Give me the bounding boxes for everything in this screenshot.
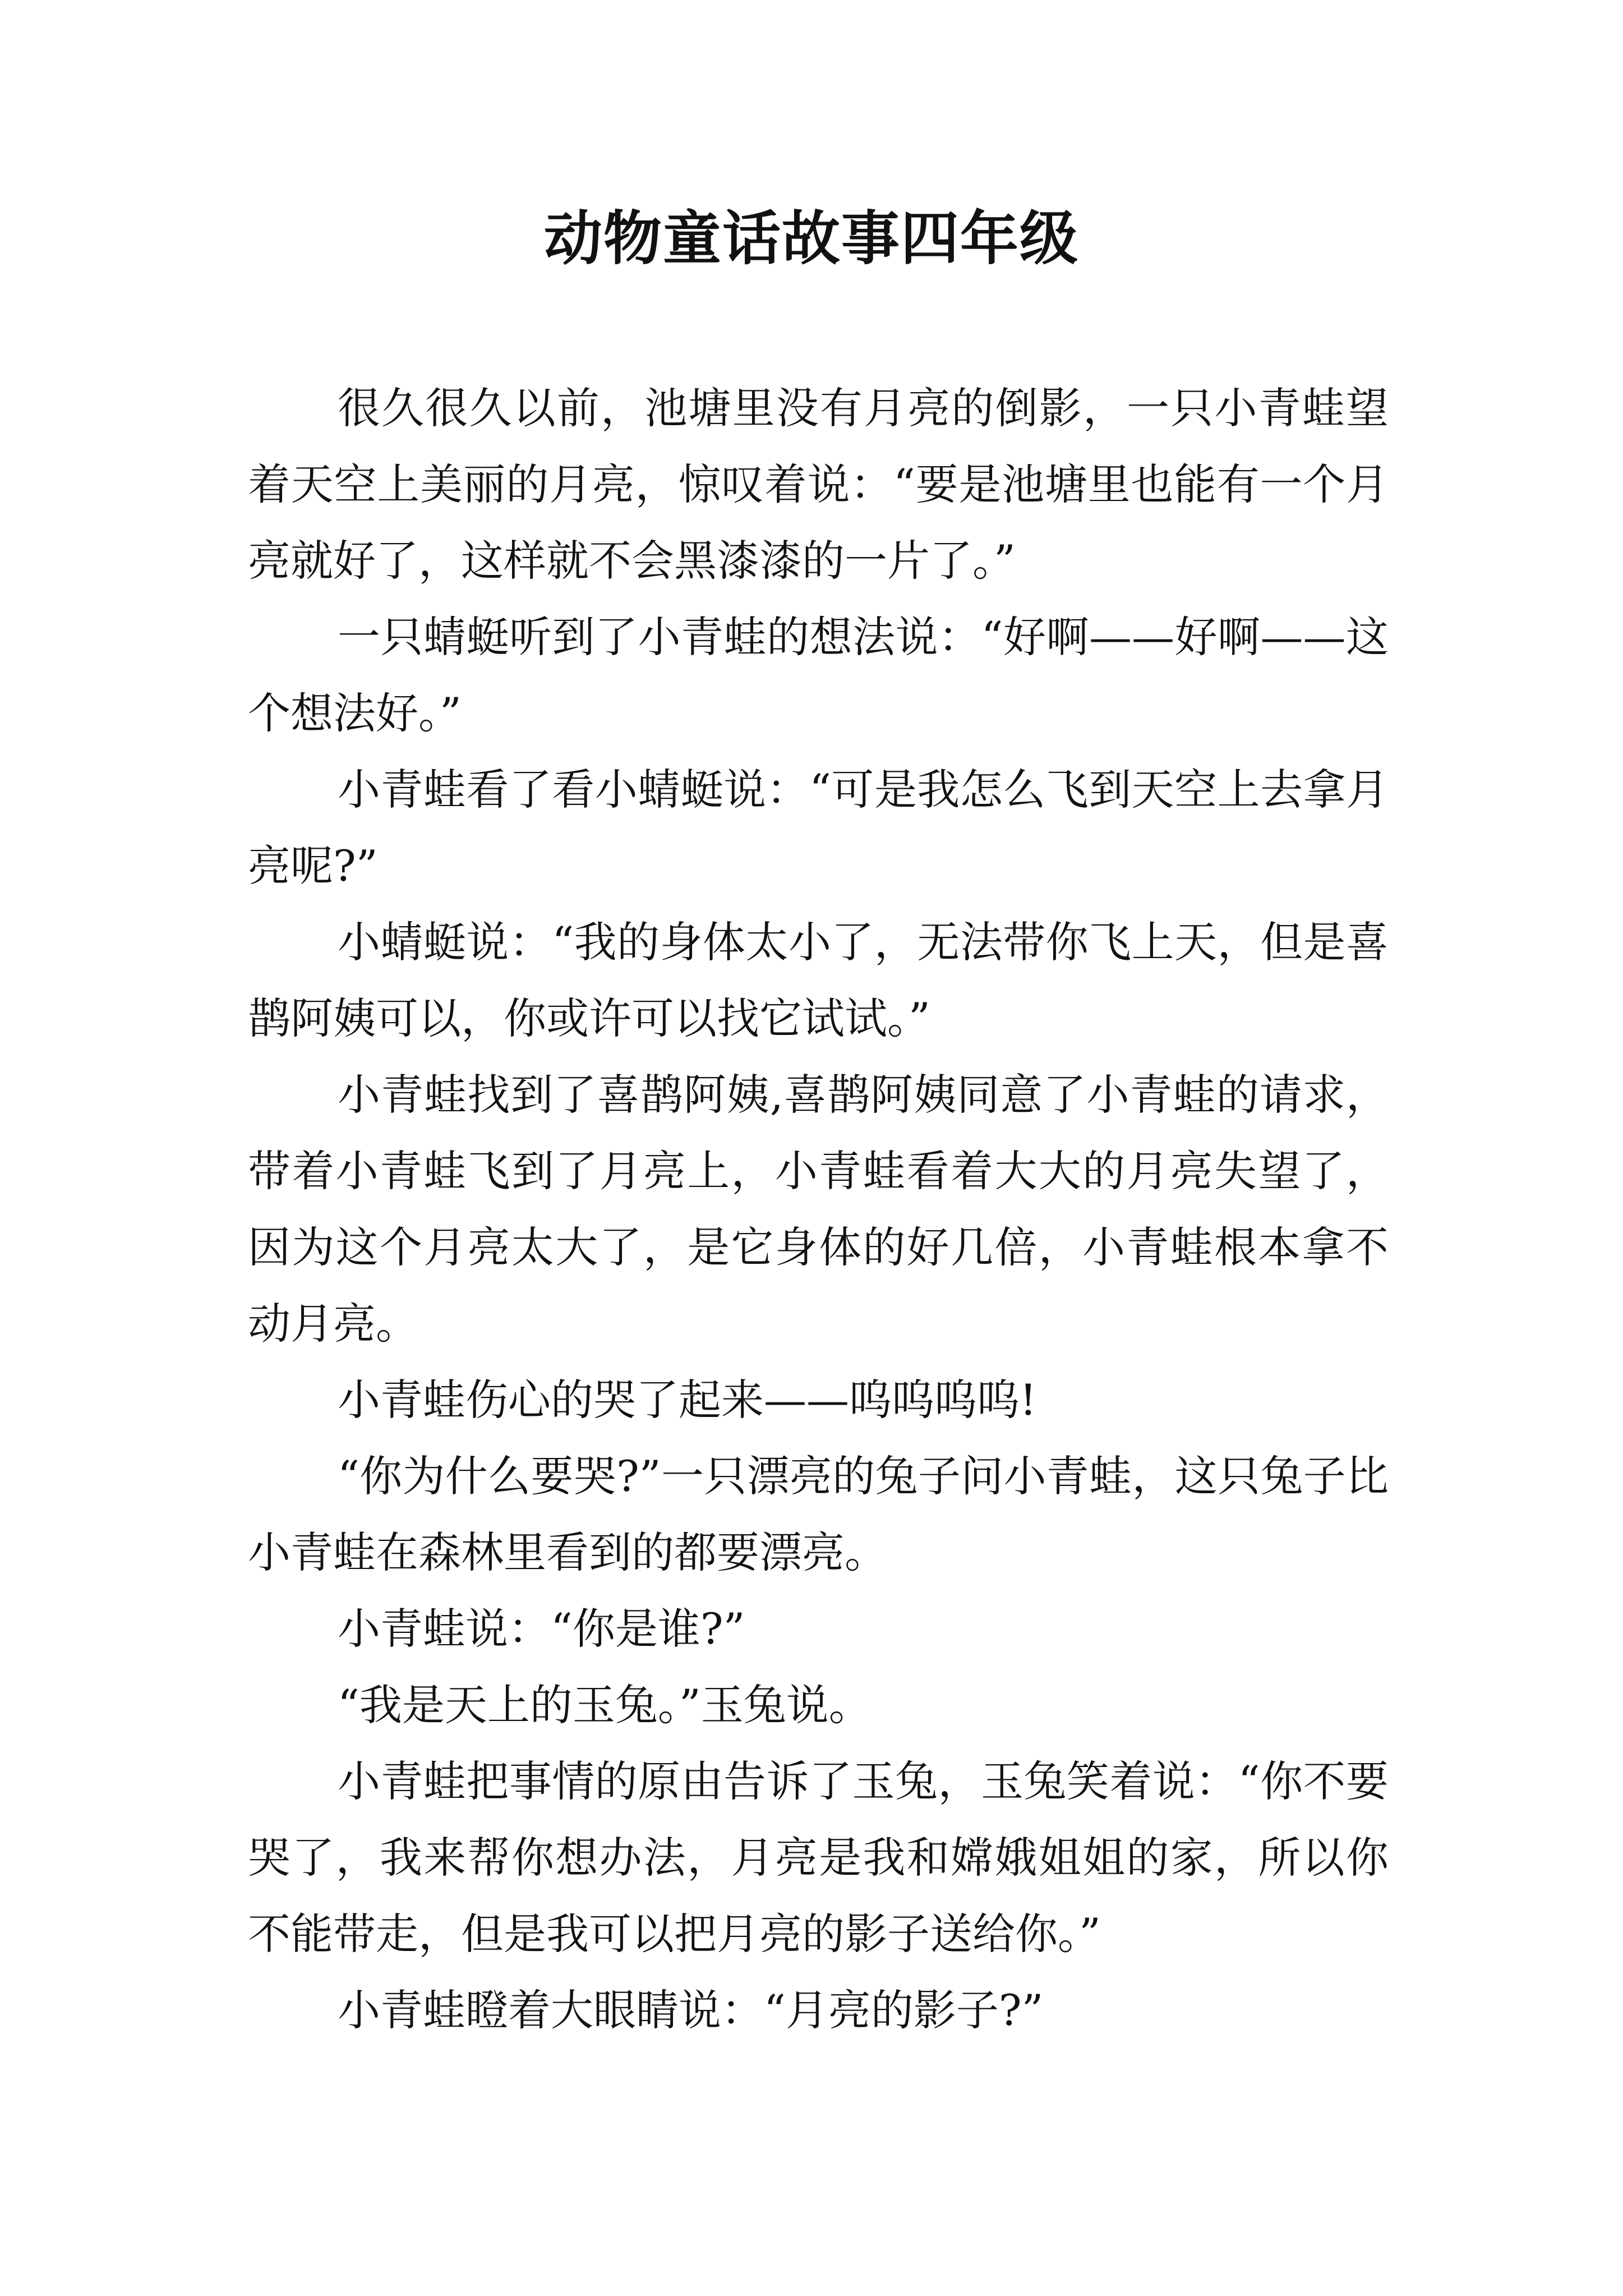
paragraph: 小青蛙找到了喜鹊阿姨,喜鹊阿姨同意了小青蛙的请求，带着小青蛙飞到了月亮上，小青蛙看着大大的月亮失望了，因为这个月亮太大了，是它身体的好几倍，小青蛙根本拿不动月亮。: [248, 1070, 1389, 1349]
paragraph: “我是天上的玉兔。”玉兔说。: [338, 1680, 872, 1730]
paragraph: 小蜻蜓说：“我的身体太小了，无法带你飞上天，但是喜鹊阿姨可以，你或许可以找它试试。”: [248, 917, 1389, 1043]
paragraph: 小青蛙说：“你是谁?”: [338, 1604, 745, 1654]
document-body: [248, 370, 1389, 2049]
paragraph: 很久很久以前，池塘里没有月亮的倒影，一只小青蛙望着天空上美丽的月亮，惊叹着说：“要是池塘里也能有一个月亮就好了，这样就不会黑漆漆的一片了。”: [248, 383, 1389, 586]
paragraph: 小青蛙伤心的哭了起来——呜呜呜呜!: [338, 1375, 1037, 1425]
paragraph: 小青蛙把事情的原由告诉了玉兔，玉兔笑着说：“你不要哭了，我来帮你想办法，月亮是我和嫦娥姐姐的家，所以你不能带走，但是我可以把月亮的影子送给你。”: [248, 1756, 1389, 1959]
paragraph: 小青蛙瞪着大眼睛说：“月亮的影子?”: [338, 1985, 1044, 2035]
paragraph: 小青蛙看了看小蜻蜓说：“可是我怎么飞到天空上去拿月亮呢?”: [248, 765, 1389, 891]
document-title: 动物童话故事四年级: [543, 204, 1079, 273]
paragraph: 一只蜻蜓听到了小青蛙的想法说：“好啊——好啊——这个想法好。”: [248, 612, 1389, 738]
paragraph: “你为什么要哭?”一只漂亮的兔子问小青蛙，这只兔子比小青蛙在森林里看到的都要漂亮。: [248, 1451, 1389, 1577]
